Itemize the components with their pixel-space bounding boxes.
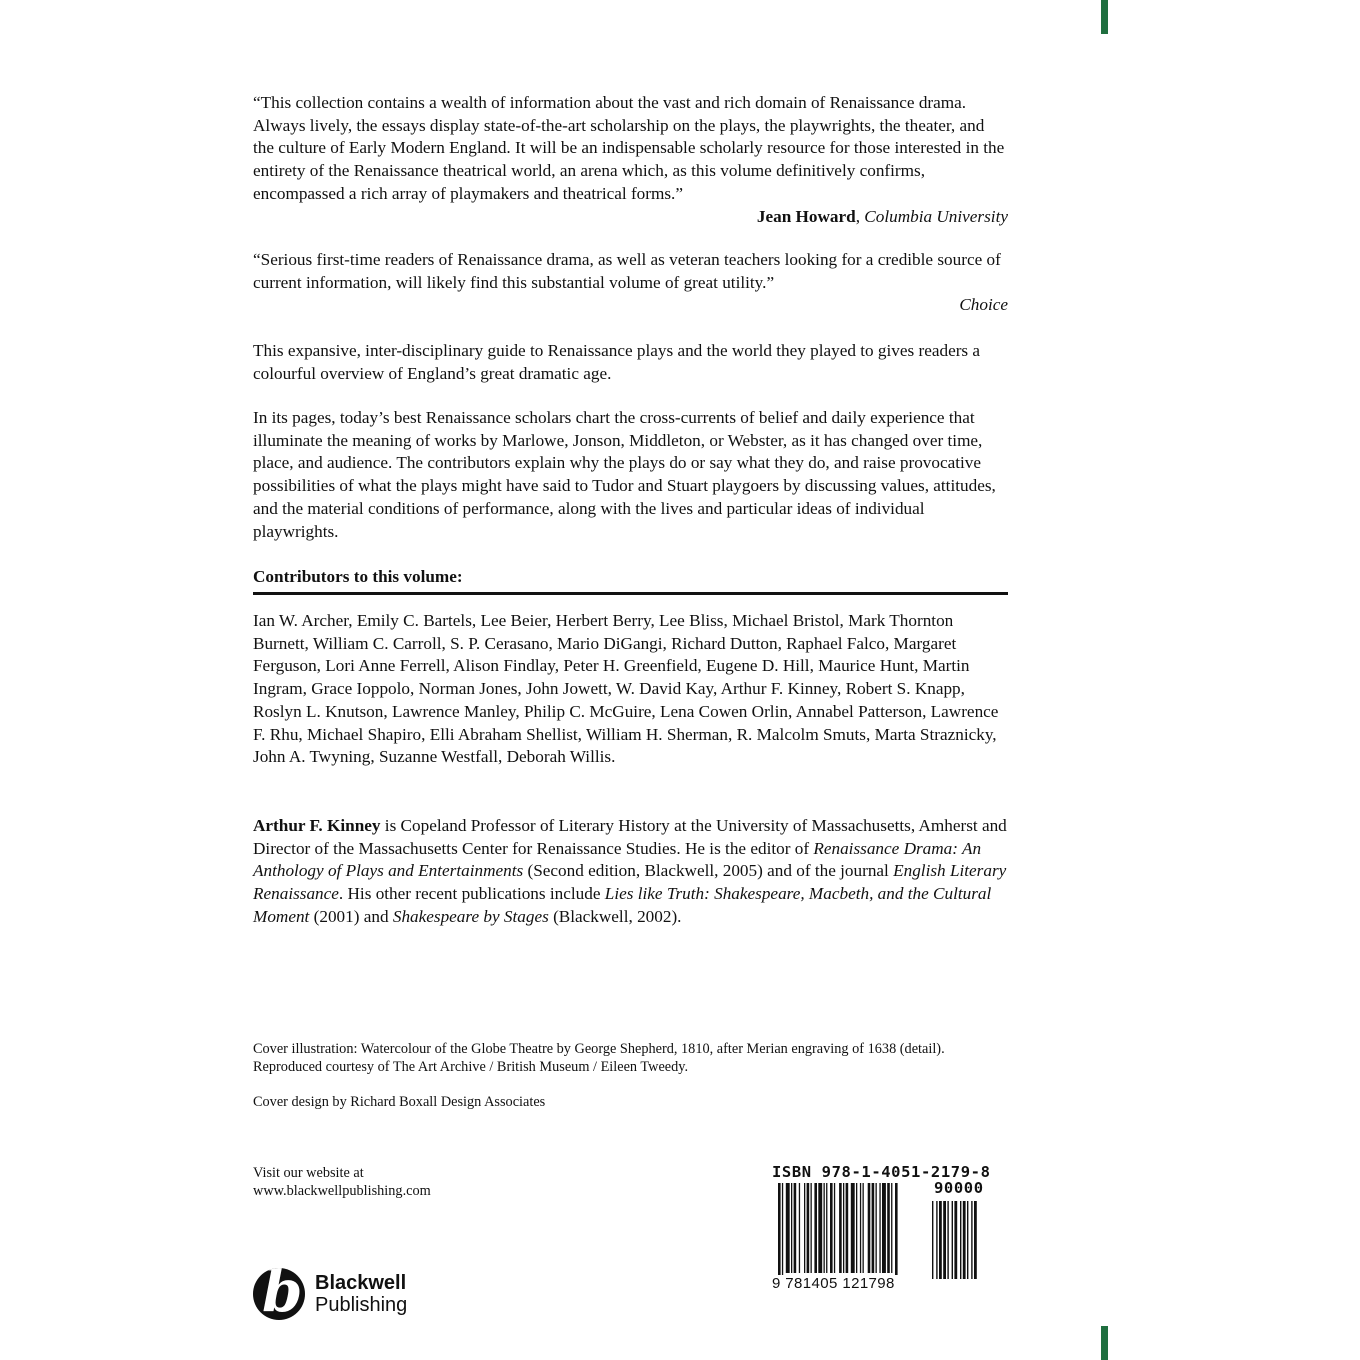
isbn-label: ISBN 978-1-4051-2179-8 (772, 1163, 991, 1181)
contributors-names: Ian W. Archer, Emily C. Bartels, Lee Beier, Herbert Berry, Lee Bliss, Michael Bristol, Mark Thornton Burnett, William C. Carroll, S. P. Cerasano, Mario DiGangi, Richard Dutton, Raphael Falco, Margaret Ferguson, Lori Anne Ferrell, Alison Findlay, Peter H. Greenfield, Eugene D. Hill, Maurice Hunt, Martin Ingram, Grace Ioppolo, Norman Jones, John Jowett, W. David Kay, Arthur F. Kinney, Robert S. Knapp, Roslyn L. Knutson, Lawrence Manley, Philip C. McGuire, Lena Cowen Orlin, Annabel Patterson, Lawrence F. Rhu, Michael Shapiro, Elli Abraham Shellist, William H. Sherman, R. Malcolm Smuts, Marta Straznicky, John A. Twyning, Suzanne Westfall, Deborah Willis. (253, 611, 999, 767)
blackwell-b-logo-icon: b (253, 1268, 305, 1320)
website-label: Visit our website at (253, 1165, 364, 1181)
barcode-bar (807, 1183, 810, 1273)
contributors-heading: Contributors to this volume: (253, 567, 463, 586)
barcode-addon-bar (974, 1201, 977, 1279)
barcode-addon-bar (971, 1201, 972, 1279)
barcode-addon-bar (932, 1201, 933, 1279)
barcode-bar (834, 1183, 835, 1273)
heading-rule (253, 592, 1008, 595)
barcode-bar (856, 1183, 857, 1273)
publisher-logo (253, 1268, 453, 1326)
endorsement-text: “Serious first-time readers of Renaissance drama, as well as veteran teachers looking for a credible source of current information, will likely find this substantial volume of great utility.” (253, 250, 1001, 292)
barcode-addon-bar (963, 1201, 966, 1279)
barcode-bar (830, 1183, 833, 1273)
barcode-digits: 9 781405 121798 (772, 1275, 932, 1292)
barcode-addon-bar (967, 1201, 968, 1279)
barcode-bar (804, 1183, 805, 1273)
barcode-bar (799, 1183, 800, 1273)
editor-bio-text: Arthur F. Kinney is Copeland Professor of Literary History at the University of Massachusetts, Amherst and Director of the Massachusetts Center for Renaissance Studies. He is the editor of Renaissance Drama: An Anthology of Plays and Entertainments (Second edition, Blackwell, 2005) and of the journal English Literary Renaissance. His other recent publications include Lies like Truth: Shakespeare, Macbeth, and the Cultural Moment (2001) and Shakespeare by Stages (Blackwell, 2002). (253, 816, 1007, 926)
barcode-bar (895, 1183, 898, 1279)
cover-illustration-credit: Cover illustration: Watercolour of the Globe Theatre by George Shepherd, 1810, after Merian engraving of 1638 (detail). Reproduced courtesy of The Art Archive / British Museum / Eileen Tweedy. (253, 1041, 945, 1075)
barcode-bar (860, 1183, 861, 1273)
barcode-bar (868, 1183, 871, 1273)
barcode-bar (876, 1183, 877, 1273)
barcode-bar (882, 1183, 886, 1273)
barcode-bar (839, 1183, 842, 1273)
barcode-bar (843, 1183, 844, 1273)
barcode-bar (826, 1183, 827, 1273)
description-body (253, 407, 1008, 543)
barcode-addon-bar (960, 1201, 961, 1279)
barcode-bar (887, 1183, 890, 1273)
barcode-bar (782, 1183, 783, 1279)
endorsement-choice (253, 249, 1008, 317)
editor-bio (253, 815, 1008, 929)
barcode-bar (818, 1183, 822, 1273)
barcode-addon-bar (954, 1201, 957, 1279)
barcode-addon-bar (936, 1201, 937, 1279)
price-code: 90000 (934, 1179, 984, 1197)
endorsement-attribution (253, 294, 1008, 317)
spine-accent-bottom (1101, 1326, 1108, 1360)
barcode-bar (891, 1183, 892, 1273)
publisher-wordmark: Blackwell Publishing (315, 1272, 408, 1316)
barcode-addon-bar (947, 1201, 948, 1279)
contributors-list (253, 610, 1008, 769)
barcode-bar (778, 1183, 781, 1279)
website-url: www.blackwellpublishing.com (253, 1183, 431, 1199)
cover-design-credit: Cover design by Richard Boxall Design Associates (253, 1094, 546, 1110)
website-info (253, 1164, 431, 1200)
description-intro (253, 340, 1008, 385)
barcode-bar (814, 1183, 817, 1273)
endorsement-howard (253, 92, 1008, 228)
barcode-bar (872, 1183, 875, 1273)
barcode-bar (811, 1183, 812, 1273)
barcode-bar (794, 1183, 797, 1273)
barcode-bar (851, 1183, 855, 1273)
barcode-bar (791, 1183, 792, 1273)
barcode-addon-bar (939, 1201, 942, 1279)
endorser-name: Jean Howard (756, 206, 856, 226)
barcode-bar (786, 1183, 790, 1273)
description-paragraph: This expansive, inter-disciplinary guide to Renaissance plays and the world they played to gives readers a colourful overview of England’s great dramatic age. (253, 341, 981, 383)
spine-accent-top (1101, 0, 1108, 34)
endorser-affiliation: Columbia University (864, 206, 1008, 226)
endorser-source: Choice (959, 295, 1008, 315)
barcode-addon-bar (943, 1201, 946, 1279)
barcode-bar (846, 1183, 849, 1273)
endorsement-attribution: Jean Howard, Columbia University (756, 206, 1008, 226)
barcode-bar (863, 1183, 864, 1273)
endorsement-text: “This collection contains a wealth of information about the vast and rich domain of Renaissance drama. Always lively, the essays display state-of-the-art scholarship on the plays, the playwrights, the theater, and the culture of Early Modern England. It will be an indispensable scholarly resource for those interested in the entirety of the Renaissance theatrical world, an arena which, as this volume definitively confirms, encompassed a rich array of playmakers and theatrical forms.” (253, 93, 1005, 203)
editor-name: Arthur F. Kinney (253, 816, 381, 835)
isbn-barcode (772, 1163, 1012, 1298)
description-paragraph: In its pages, today’s best Renaissance scholars chart the cross-currents of belief and daily experience that illuminate the meaning of works by Marlowe, Jonson, Middleton, or Webster, as it has changed over time, place, and audience. The contributors explain why the plays do or say what they do, and raise provocative possibilities of what the plays might have said to Tudor and Stuart playgoers by discussing values, attitudes, and the material conditions of performance, along with the lives and particular ideas of individual playwrights. (253, 408, 996, 541)
barcode-bar (879, 1183, 880, 1273)
barcode-addon-bar (952, 1201, 953, 1279)
barcode-bar (824, 1183, 825, 1273)
